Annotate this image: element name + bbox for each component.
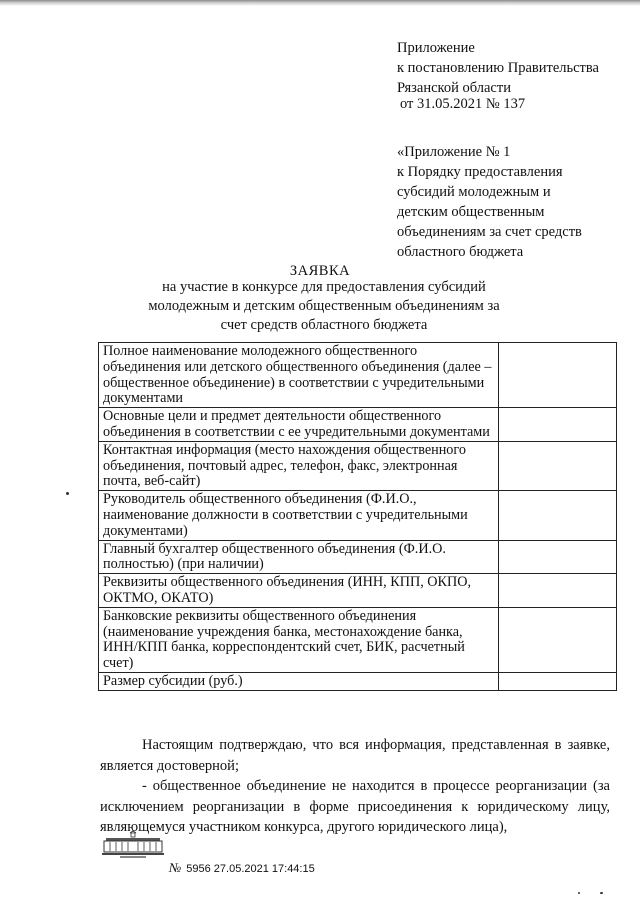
order-annex-line: объединениям за счет средств [397,224,582,240]
row-value-subsidy-amount[interactable] [499,672,617,690]
scan-speck [66,492,69,495]
row-value-full-name[interactable] [499,343,617,408]
row-value-head[interactable] [499,491,617,540]
scan-speck [578,892,580,894]
order-annex-line: детским общественным [397,204,545,220]
row-value-requisites[interactable] [499,574,617,608]
table-row [99,574,617,608]
row-label-accountant: Главный бухгалтер общественного объединения (Ф.И.О. полностью) (при наличии) [99,540,499,574]
table-row [99,441,617,490]
annex-line: Рязанской области [397,80,511,96]
subtitle-line: молодежным и детским общественным объединениям за [148,298,500,314]
document-registration [169,860,315,876]
order-annex-line: к Порядку предоставления [397,164,563,180]
row-value-accountant[interactable] [499,540,617,574]
government-building-stamp-icon [100,830,166,860]
row-label-subsidy-amount: Размер субсидии (руб.) [99,672,499,690]
row-value-goals[interactable] [499,408,617,442]
confirmation-paragraph: Настоящим подтверждаю, что вся информация, представленная в заявке, является достоверной; [100,737,610,774]
row-value-bank[interactable] [499,607,617,672]
document-subtitle [34,278,614,335]
row-label-contacts: Контактная информация (место нахождения общественного объединения, почтовый адрес, телефон, факс, электронная почта, веб-сайт) [99,441,499,490]
table-row [99,607,617,672]
order-annex-line: областного бюджета [397,244,524,260]
annex-line: Приложение [397,40,475,56]
order-annex-header [397,142,637,262]
row-value-contacts[interactable] [499,441,617,490]
registration-text: 5956 27.05.2021 17:44:15 [186,863,315,875]
row-label-bank: Банковские реквизиты общественного объединения (наименование учреждения банка, местонахождение банка, ИНН/КПП банка, корреспондентский счет, БИК, расчетный счет) [99,607,499,672]
annex-line: к постановлению Правительства [397,60,599,76]
subtitle-line: на участие в конкурсе для предоставления субсидий [162,279,486,295]
application-form-table [98,342,617,691]
table-row [99,343,617,408]
row-label-full-name: Полное наименование молодежного общественного объединения или детского общественного объединения (далее – общественное объединение) в соответствии с учредительными документами [99,343,499,408]
subtitle-line: счет средств областного бюджета [220,317,428,333]
scan-speck [600,892,603,894]
annex-date: от 31.05.2021 № 137 [400,96,526,112]
order-annex-line: «Приложение № 1 [397,144,511,160]
annex-header [397,38,637,98]
reorganization-paragraph: - общественное объединение не находится в процессе реорганизации (за исключением реорганизации в форме присоединения к юридическому лицу, являющемуся участником конкурса, другого юридического лица), [100,778,610,835]
order-annex-line: субсидий молодежным и [397,184,551,200]
document-title: ЗАЯВКА [289,263,351,279]
table-row [99,408,617,442]
registration-mark: № [169,860,182,875]
scan-top-edge [0,0,640,6]
row-label-head: Руководитель общественного объединения (Ф.И.О., наименование должности в соответствии с учредительными документами) [99,491,499,540]
row-label-requisites: Реквизиты общественного объединения (ИНН, КПП, ОКПО, ОКТМО, ОКАТО) [99,574,499,608]
table-row [99,540,617,574]
table-row [99,672,617,690]
row-label-goals: Основные цели и предмет деятельности общественного объединения в соответствии с ее учредительными документами [99,408,499,442]
table-row [99,491,617,540]
